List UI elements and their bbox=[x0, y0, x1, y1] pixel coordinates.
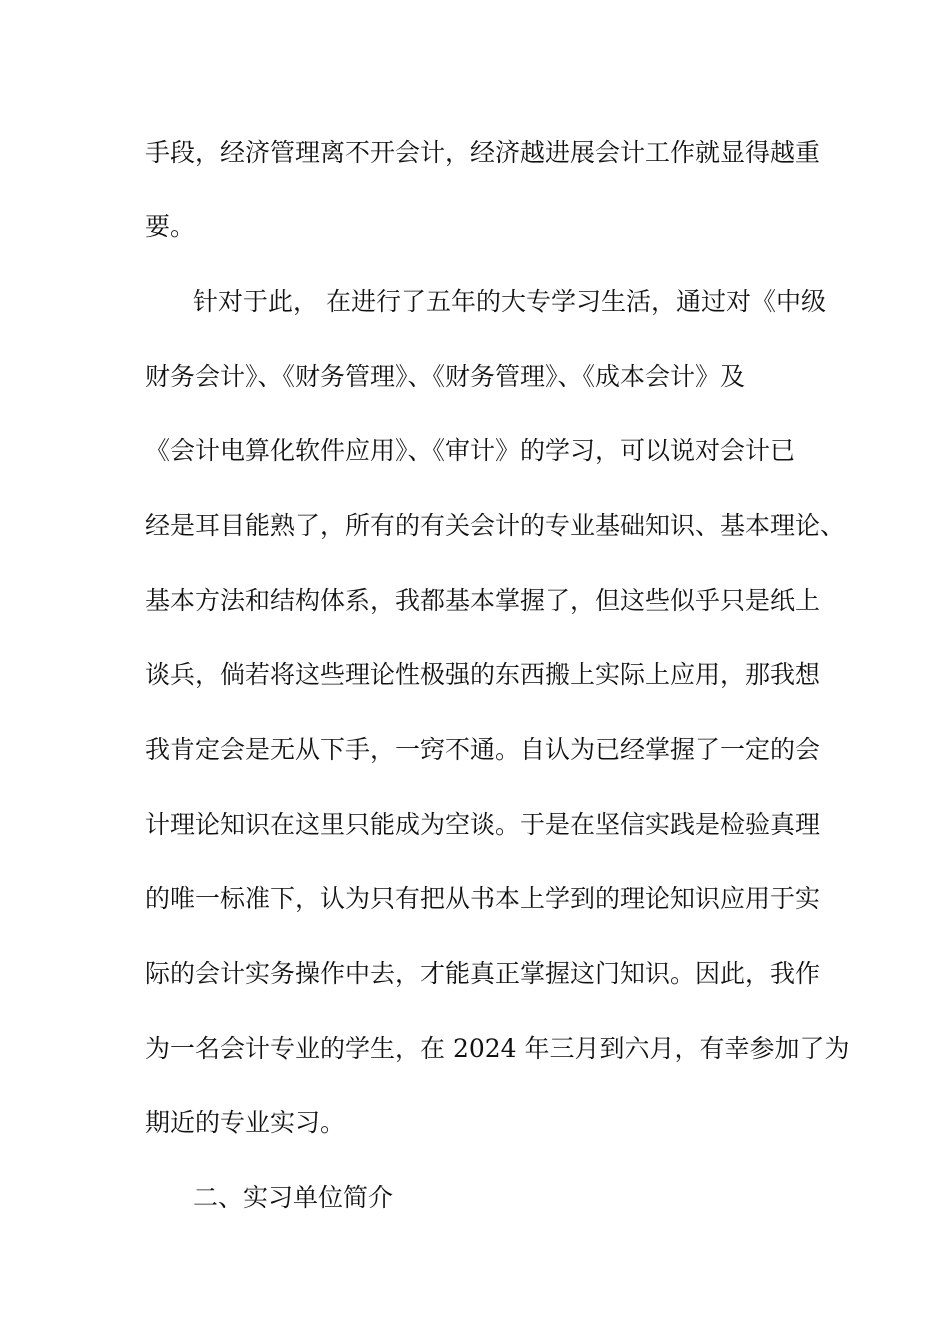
paragraph-line: 经是耳目能熟了，所有的有关会计的专业基础知识、基本理论、 bbox=[145, 511, 846, 540]
paragraph-line: 我肯定会是无从下手，一窍不通。自认为已经掌握了一定的会 bbox=[145, 735, 821, 764]
paragraph-line: 为一名会计专业的学生，在 2024 年三月到六月，有幸参加了为 bbox=[145, 1034, 850, 1063]
paragraph-line: 际的会计实务操作中去，才能真正掌握这门知识。因此，我作 bbox=[145, 959, 821, 988]
paragraph-line: 《会计电算化软件应用》、《审计》的学习，可以说对会计已 bbox=[145, 436, 796, 465]
paragraph-line: 计理论知识在这里只能成为空谈。于是在坚信实践是检验真理 bbox=[145, 810, 821, 839]
section-heading: 二、实习单位简介 bbox=[193, 1183, 394, 1212]
paragraph-line: 的唯一标准下，认为只有把从书本上学到的理论知识应用于实 bbox=[145, 884, 821, 913]
paragraph-line: 谈兵，倘若将这些理论性极强的东西搬上实际上应用，那我想 bbox=[145, 660, 821, 689]
paragraph-line: 财务会计》、《财务管理》、《财务管理》、《成本会计》及 bbox=[145, 362, 746, 391]
paragraph-line: 手段，经济管理离不开会计，经济越进展会计工作就显得越重 bbox=[145, 138, 821, 167]
paragraph-line: 期近的专业实习。 bbox=[145, 1108, 346, 1137]
paragraph-line: 针对于此， 在进行了五年的大专学习生活，通过对《中级 bbox=[193, 287, 826, 316]
paragraph-line: 要。 bbox=[145, 212, 196, 241]
paragraph-line: 基本方法和结构体系，我都基本掌握了，但这些似乎只是纸上 bbox=[145, 586, 821, 615]
